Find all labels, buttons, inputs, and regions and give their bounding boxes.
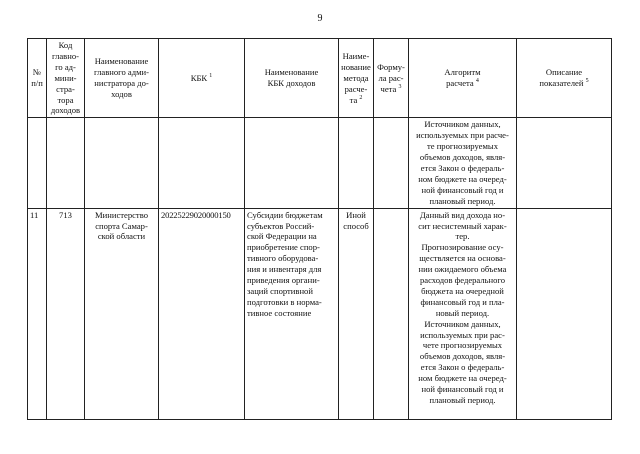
text-line: Министерство (95, 209, 148, 220)
header-num (28, 39, 47, 118)
text-line: Данный вид дохода но- (419, 209, 506, 220)
text-line: Наиме- (342, 50, 370, 61)
text-line: Прогнозирование осу- (421, 242, 504, 253)
text-line: расходов федерального (419, 275, 506, 286)
text-line: тивного оборудова- (247, 253, 319, 264)
cell-description (517, 118, 612, 208)
cell-method (339, 208, 374, 419)
text-line: Источником данных, (424, 318, 501, 329)
cell-method (339, 118, 374, 208)
text-line: ла рас- (378, 72, 404, 83)
header-kbk: КБК $^1$ (159, 39, 245, 118)
text-line: ется Закон о федераль- (420, 162, 505, 173)
text-line: тора (57, 94, 74, 105)
text-line: ется Закон о федераль- (420, 362, 505, 373)
text-line: нии ожидаемого объема (418, 264, 507, 275)
text-line: п/п (31, 78, 43, 89)
text-line: подготовки в норма- (247, 296, 322, 307)
text-line: Иной (346, 209, 366, 220)
text-line: субъектов Россий- (247, 220, 315, 231)
text-line: Субсидии бюджетам (247, 209, 323, 220)
cell-kbk: 20225229020000150 (159, 208, 245, 419)
text-line: стра- (56, 83, 75, 94)
text-line: Источником данных, (424, 119, 501, 130)
text-line: главно- (51, 50, 79, 61)
text-line: ной финансовый год и (421, 184, 504, 195)
text-line: нистратора до- (94, 78, 149, 89)
cell-kbk-name (245, 208, 339, 419)
text-line: Описание (545, 67, 583, 78)
text-line: финансовый год и пла- (420, 296, 505, 307)
cell-admin-name (85, 118, 159, 208)
text-line: нование (341, 61, 371, 72)
text-line: № (32, 67, 42, 78)
header-formula: Форму- ла рас- чета $^3$ (374, 39, 409, 118)
text-line: новый период. (435, 307, 490, 318)
text-line: заций спортивной (247, 285, 313, 296)
text-line: те прогнозируемых (426, 141, 499, 152)
cell-formula (374, 118, 409, 208)
header-admin-name (85, 39, 159, 118)
text-line: Наименование (264, 67, 319, 78)
cell-admin-code (47, 118, 85, 208)
cell-algorithm (409, 118, 517, 208)
text-line: приобретение спор- (247, 242, 320, 253)
text-line: го ад- (55, 61, 76, 72)
text-line: Код (58, 40, 73, 50)
text-line: ной финансовый год и (421, 384, 504, 395)
page-number: 9 (317, 13, 323, 24)
cell-description (517, 208, 612, 419)
table-row (28, 208, 612, 419)
cell-num: 11 (28, 208, 47, 419)
text-line: доходов (50, 105, 81, 116)
header-kbk-name (245, 39, 339, 118)
cell-formula (374, 208, 409, 419)
table-row-continuation (28, 118, 612, 208)
text-line: объемов доходов, явля- (419, 351, 506, 362)
text-line: чете прогнозируемых (422, 340, 503, 351)
revenue-register-table (27, 38, 612, 420)
text-line: используемых при расче- (416, 130, 509, 141)
text-line: тер. (455, 231, 470, 242)
text-line: Алгоритм (444, 67, 481, 78)
text-line: ской Федерации на (247, 231, 317, 242)
cell-admin-name (85, 208, 159, 419)
text-line: способ (343, 220, 369, 231)
cell-kbk-name (245, 118, 339, 208)
header-admin-code (47, 39, 85, 118)
text-line: плановый период. (429, 395, 496, 405)
text-line: тивное состояние (247, 307, 312, 318)
text-line: Наименование (94, 56, 149, 67)
cell-admin-code: 713 (47, 208, 85, 419)
cell-kbk (159, 118, 245, 208)
text-line: сит несистемный харак- (418, 220, 507, 231)
text-line: приведения органи- (247, 275, 320, 286)
text-line: расче- (344, 83, 368, 94)
header-row (28, 39, 612, 118)
text-line: Форму- (377, 61, 405, 72)
text-line: используемых при рас- (420, 329, 505, 340)
text-line: ской области (97, 231, 146, 242)
text-line: главного адми- (94, 67, 149, 78)
header-algorithm: Алгоритм расчета $^4$ (409, 39, 517, 118)
text-line: мини- (54, 72, 77, 83)
text-line: КБК доходов (267, 78, 316, 89)
header-method: Наиме- нование метода расче- та $^2$ (339, 39, 374, 118)
text-line: ществляется на основа- (419, 253, 506, 264)
text-line: спорта Самар- (95, 220, 148, 231)
header-description: Описание показателей $^5$ (517, 39, 612, 118)
text-line: объемов доходов, явля- (419, 152, 506, 163)
text-line: ния и инвентаря для (247, 264, 322, 275)
text-line: ном бюджете на очеред- (418, 373, 507, 384)
text-line: плановый период. (429, 195, 496, 206)
cell-algorithm (409, 208, 517, 419)
text-line: ном бюджете на очеред- (418, 173, 507, 184)
text-line: бюджета на очередной (421, 285, 504, 296)
text-line: ходов (111, 89, 132, 100)
text-line: метода (343, 72, 369, 83)
cell-num (28, 118, 47, 208)
